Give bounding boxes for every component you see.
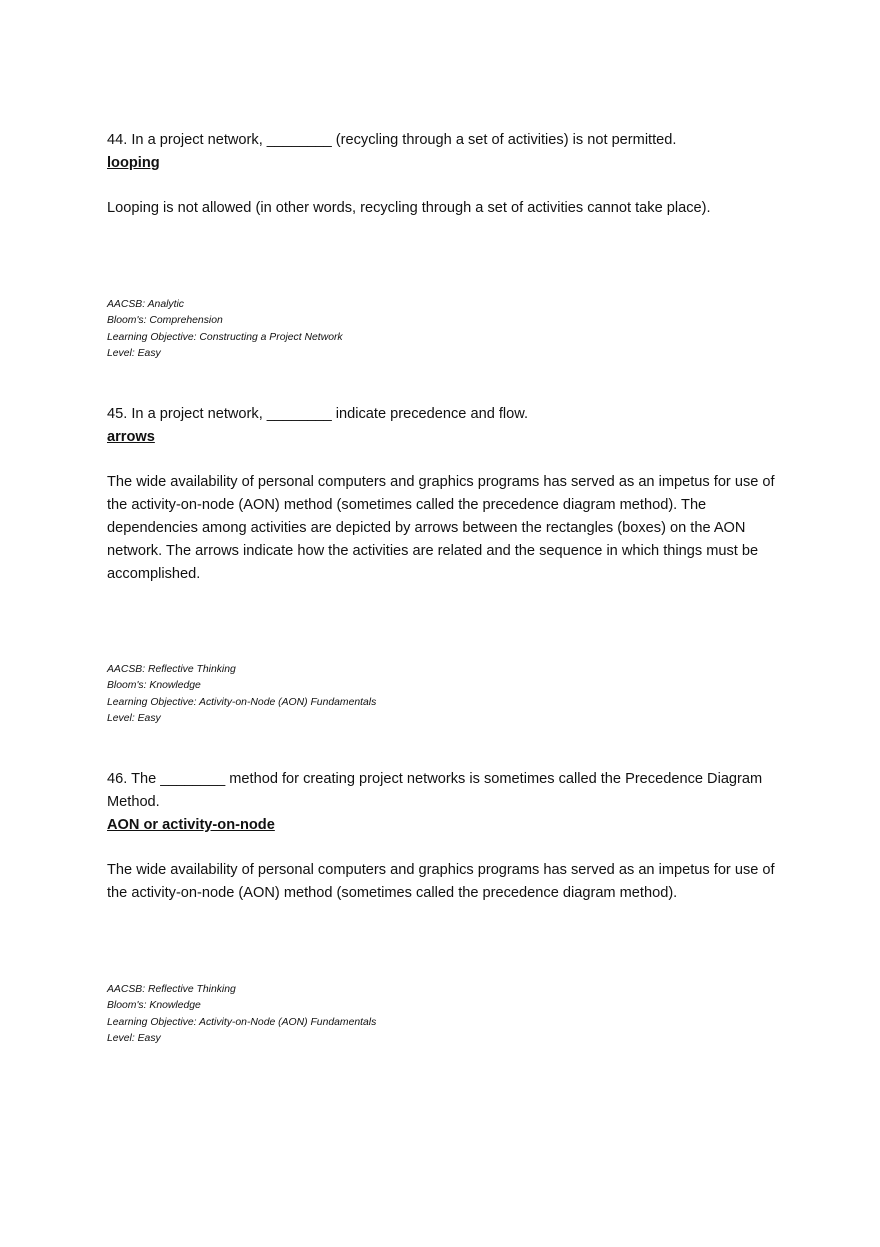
explanation-text: Looping is not allowed (in other words, recycling through a set of activities cannot take place). <box>107 200 711 217</box>
learning-objective-tag: Learning Objective: Constructing a Project Network <box>107 331 343 343</box>
blooms-tag: Bloom's: Comprehension <box>107 315 223 327</box>
question-text: 44. In a project network, ________ (recycling through a set of activities) is not permitted. <box>107 132 677 148</box>
blooms-tag: Bloom's: Knowledge <box>107 680 201 692</box>
explanation-text: The wide availability of personal computers and graphics programs has served as an impetus for use of the activity-on-node (AON) method (sometimes called the precedence diagram method). <box>107 862 775 901</box>
aacsb-tag: AACSB: Reflective Thinking <box>107 664 236 675</box>
learning-objective-tag: Learning Objective: Activity-on-Node (AON) Fundamentals <box>107 696 377 708</box>
answer-text: looping <box>107 154 160 171</box>
aacsb-tag: AACSB: Reflective Thinking <box>107 984 236 995</box>
question-metadata-46 <box>107 982 376 1047</box>
answer-text: AON or activity-on-node <box>107 816 275 833</box>
blooms-tag: Bloom's: Knowledge <box>107 1000 201 1012</box>
learning-objective-tag: Learning Objective: Activity-on-Node (AON) Fundamentals <box>107 1016 377 1028</box>
question-text: 45. In a project network, ________ indicate precedence and flow. <box>107 406 529 422</box>
level-tag: Level: Easy <box>107 1032 161 1044</box>
question-block-45 <box>107 403 777 585</box>
explanation-text: The wide availability of personal computers and graphics programs has served as an impetus for use of the activity-on-node (AON) method (sometimes called the precedence diagram method). The dependencies among activities are depicted by arrows between the rectangles (boxes) on the AON network. The arrows indicate how the activities are related and the sequence in which things must be accomplished. <box>107 474 775 582</box>
level-tag: Level: Easy <box>107 347 161 359</box>
level-tag: Level: Easy <box>107 712 161 724</box>
question-metadata-44 <box>107 297 343 362</box>
question-block-46 <box>107 768 777 905</box>
question-text: 46. The ________ method for creating project networks is sometimes called the Precedence Diagram Method. <box>107 771 763 810</box>
aacsb-tag: AACSB: Analytic <box>107 299 184 310</box>
question-metadata-45 <box>107 662 376 727</box>
question-block-44 <box>107 129 777 220</box>
answer-text: arrows <box>107 428 155 445</box>
